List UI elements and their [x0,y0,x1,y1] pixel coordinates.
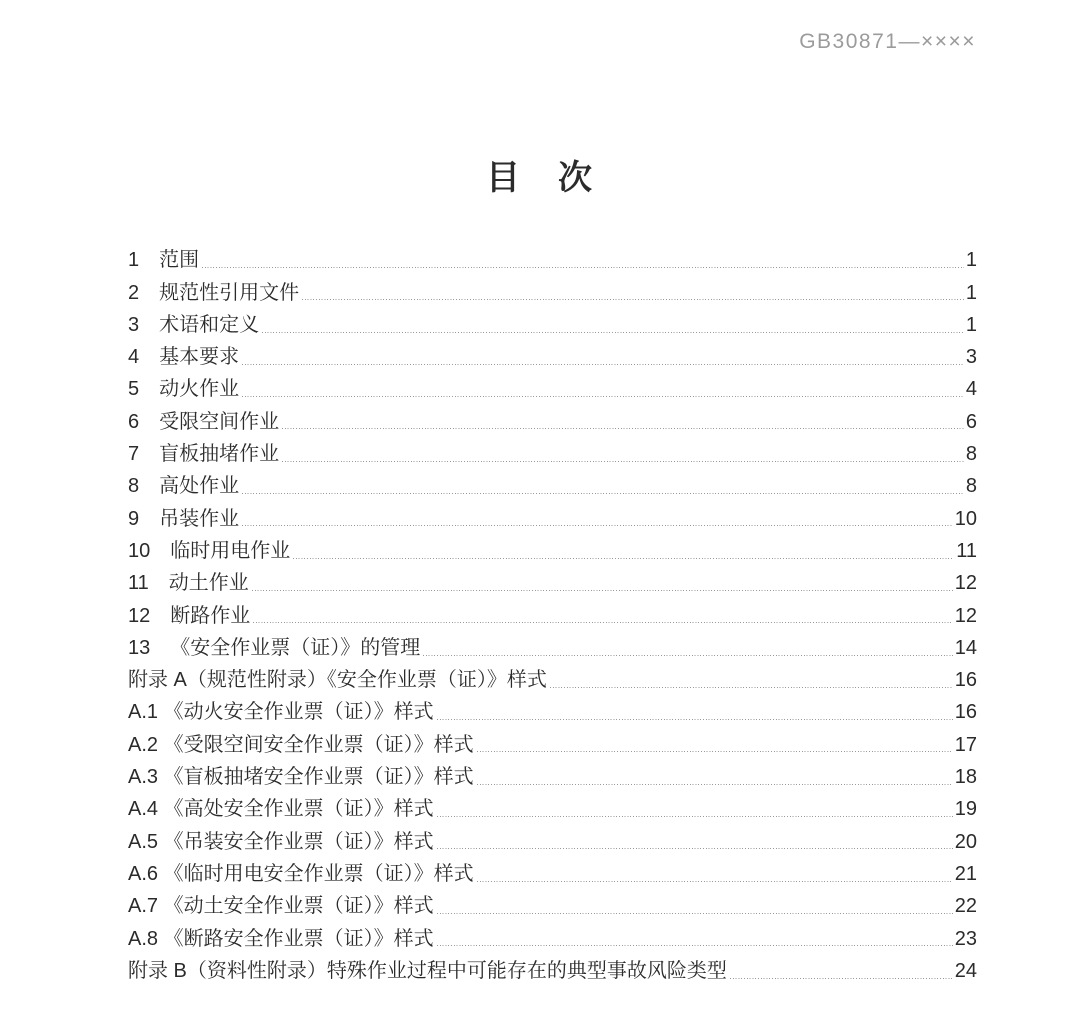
toc-dot-leader [262,331,964,333]
toc-entry [128,921,977,953]
toc-entry-title: 规范性引用文件 [159,281,300,304]
toc-entry-title: A.2 《受限空间安全作业票（证）》样式 [128,733,474,756]
toc-page-number: 16 [954,669,977,692]
toc-page-number: 8 [965,443,977,466]
toc-page-number: 3 [965,346,977,369]
toc-page-number: 4 [965,378,977,401]
toc-page-number: 12 [954,572,977,595]
toc-entry-number: 1 [128,249,140,272]
toc-entry-number: 4 [128,346,140,369]
toc-entry [128,404,977,436]
toc-entry-title: A.3 《盲板抽堵安全作业票（证）》样式 [128,766,474,789]
toc-dot-leader [437,815,953,817]
toc-dot-leader [730,977,953,979]
toc-entry [128,792,977,824]
toc-page-number: 1 [965,313,977,336]
toc-dot-leader [242,492,964,494]
toc-dot-leader [477,783,953,785]
toc-entry-title: A.1 《动火安全作业票（证）》样式 [128,701,434,724]
toc-entry [128,889,977,921]
toc-entry [128,663,977,695]
toc-page-number: 6 [965,410,977,433]
toc-page-number: 10 [954,507,977,530]
toc-page-number: 11 [956,539,977,562]
toc-entry-number: 5 [128,378,140,401]
toc-page-number: 18 [954,766,977,789]
toc-entry-title: 附录 A（规范性附录）《安全作业票（证）》样式 [128,669,547,692]
toc-entry [128,534,977,566]
toc-dot-leader [437,718,953,720]
toc-page-number: 21 [954,862,977,885]
toc-dot-leader [550,686,953,688]
toc-dot-leader [282,460,964,462]
toc-entry-number: 6 [128,410,140,433]
toc-entry-title: A.4 《高处安全作业票（证）》样式 [128,798,434,821]
toc-page-number: 19 [954,798,977,821]
toc-entry [128,695,977,727]
toc-entry-title: A.8 《断路安全作业票（证）》样式 [128,927,434,950]
toc-entry-title: A.7 《动土安全作业票（证）》样式 [128,895,434,918]
toc-dot-leader [302,299,964,301]
toc-entry [128,631,977,663]
toc-page-number: 24 [954,959,977,982]
toc-entry [128,566,977,598]
toc-entry [128,275,977,307]
toc-dot-leader [242,363,964,365]
toc-entry [128,340,977,372]
toc-entry-number: 7 [128,443,140,466]
toc-entry-number: 9 [128,507,140,530]
toc-entry-title: A.5 《吊装安全作业票（证）》样式 [128,830,434,853]
toc-page-number: 17 [954,733,977,756]
toc-entry-number: 13 [128,636,151,659]
toc-page-number: 14 [954,636,977,659]
table-of-contents [128,243,977,986]
toc-entry-title: 临时用电作业 [170,539,291,562]
toc-page-number: 1 [965,281,977,304]
toc-dot-leader [423,654,953,656]
toc-page-number: 12 [954,604,977,627]
toc-dot-leader [437,848,953,850]
toc-dot-leader [437,912,953,914]
toc-entry-number: 2 [128,281,140,304]
toc-dot-leader [437,945,953,947]
toc-entry-title: 断路作业 [170,604,251,627]
toc-entry-title: 吊装作业 [159,507,240,530]
toc-entry [128,857,977,889]
toc-entry-title: 基本要求 [159,346,240,369]
toc-entry [128,372,977,404]
toc-dot-leader [253,622,953,624]
toc-dot-leader [477,880,953,882]
toc-entry [128,469,977,501]
toc-entry-number: 10 [128,539,151,562]
toc-entry-title: 高处作业 [159,475,240,498]
toc-entry-title: 术语和定义 [159,313,260,336]
standard-number: GB30871—×××× [799,30,976,53]
toc-entry-title: 盲板抽堵作业 [159,443,280,466]
toc-entry-title: 《安全作业票（证）》的管理 [170,636,421,659]
toc-page-number: 8 [965,475,977,498]
page-title: 目 次 [486,159,594,197]
toc-entry [128,501,977,533]
toc-dot-leader [242,525,953,527]
toc-entry [128,308,977,340]
toc-entry [128,243,977,275]
toc-entry-title: 动火作业 [159,378,240,401]
toc-entry-title: 范围 [159,249,200,272]
toc-entry-number: 8 [128,475,140,498]
toc-entry [128,727,977,759]
toc-entry-title: A.6 《临时用电安全作业票（证）》样式 [128,862,474,885]
toc-entry [128,437,977,469]
toc-entry [128,824,977,856]
toc-dot-leader [293,557,954,559]
toc-entry-number: 3 [128,313,140,336]
toc-dot-leader [282,428,964,430]
toc-entry-number: 12 [128,604,151,627]
toc-entry [128,760,977,792]
toc-entry [128,954,977,986]
toc-entry-title: 动土作业 [168,572,249,595]
toc-page-number: 1 [965,249,977,272]
toc-entry-title: 附录 B（资料性附录）特殊作业过程中可能存在的典型事故风险类型 [128,959,727,982]
toc-entry-number: 11 [128,572,149,595]
toc-dot-leader [242,395,964,397]
toc-dot-leader [202,266,964,268]
toc-page-number: 22 [954,895,977,918]
toc-dot-leader [252,589,953,591]
toc-entry-title: 受限空间作业 [159,410,280,433]
toc-page-number: 20 [954,830,977,853]
toc-page-number: 23 [954,927,977,950]
toc-dot-leader [477,751,953,753]
toc-entry [128,598,977,630]
toc-page-number: 16 [954,701,977,724]
